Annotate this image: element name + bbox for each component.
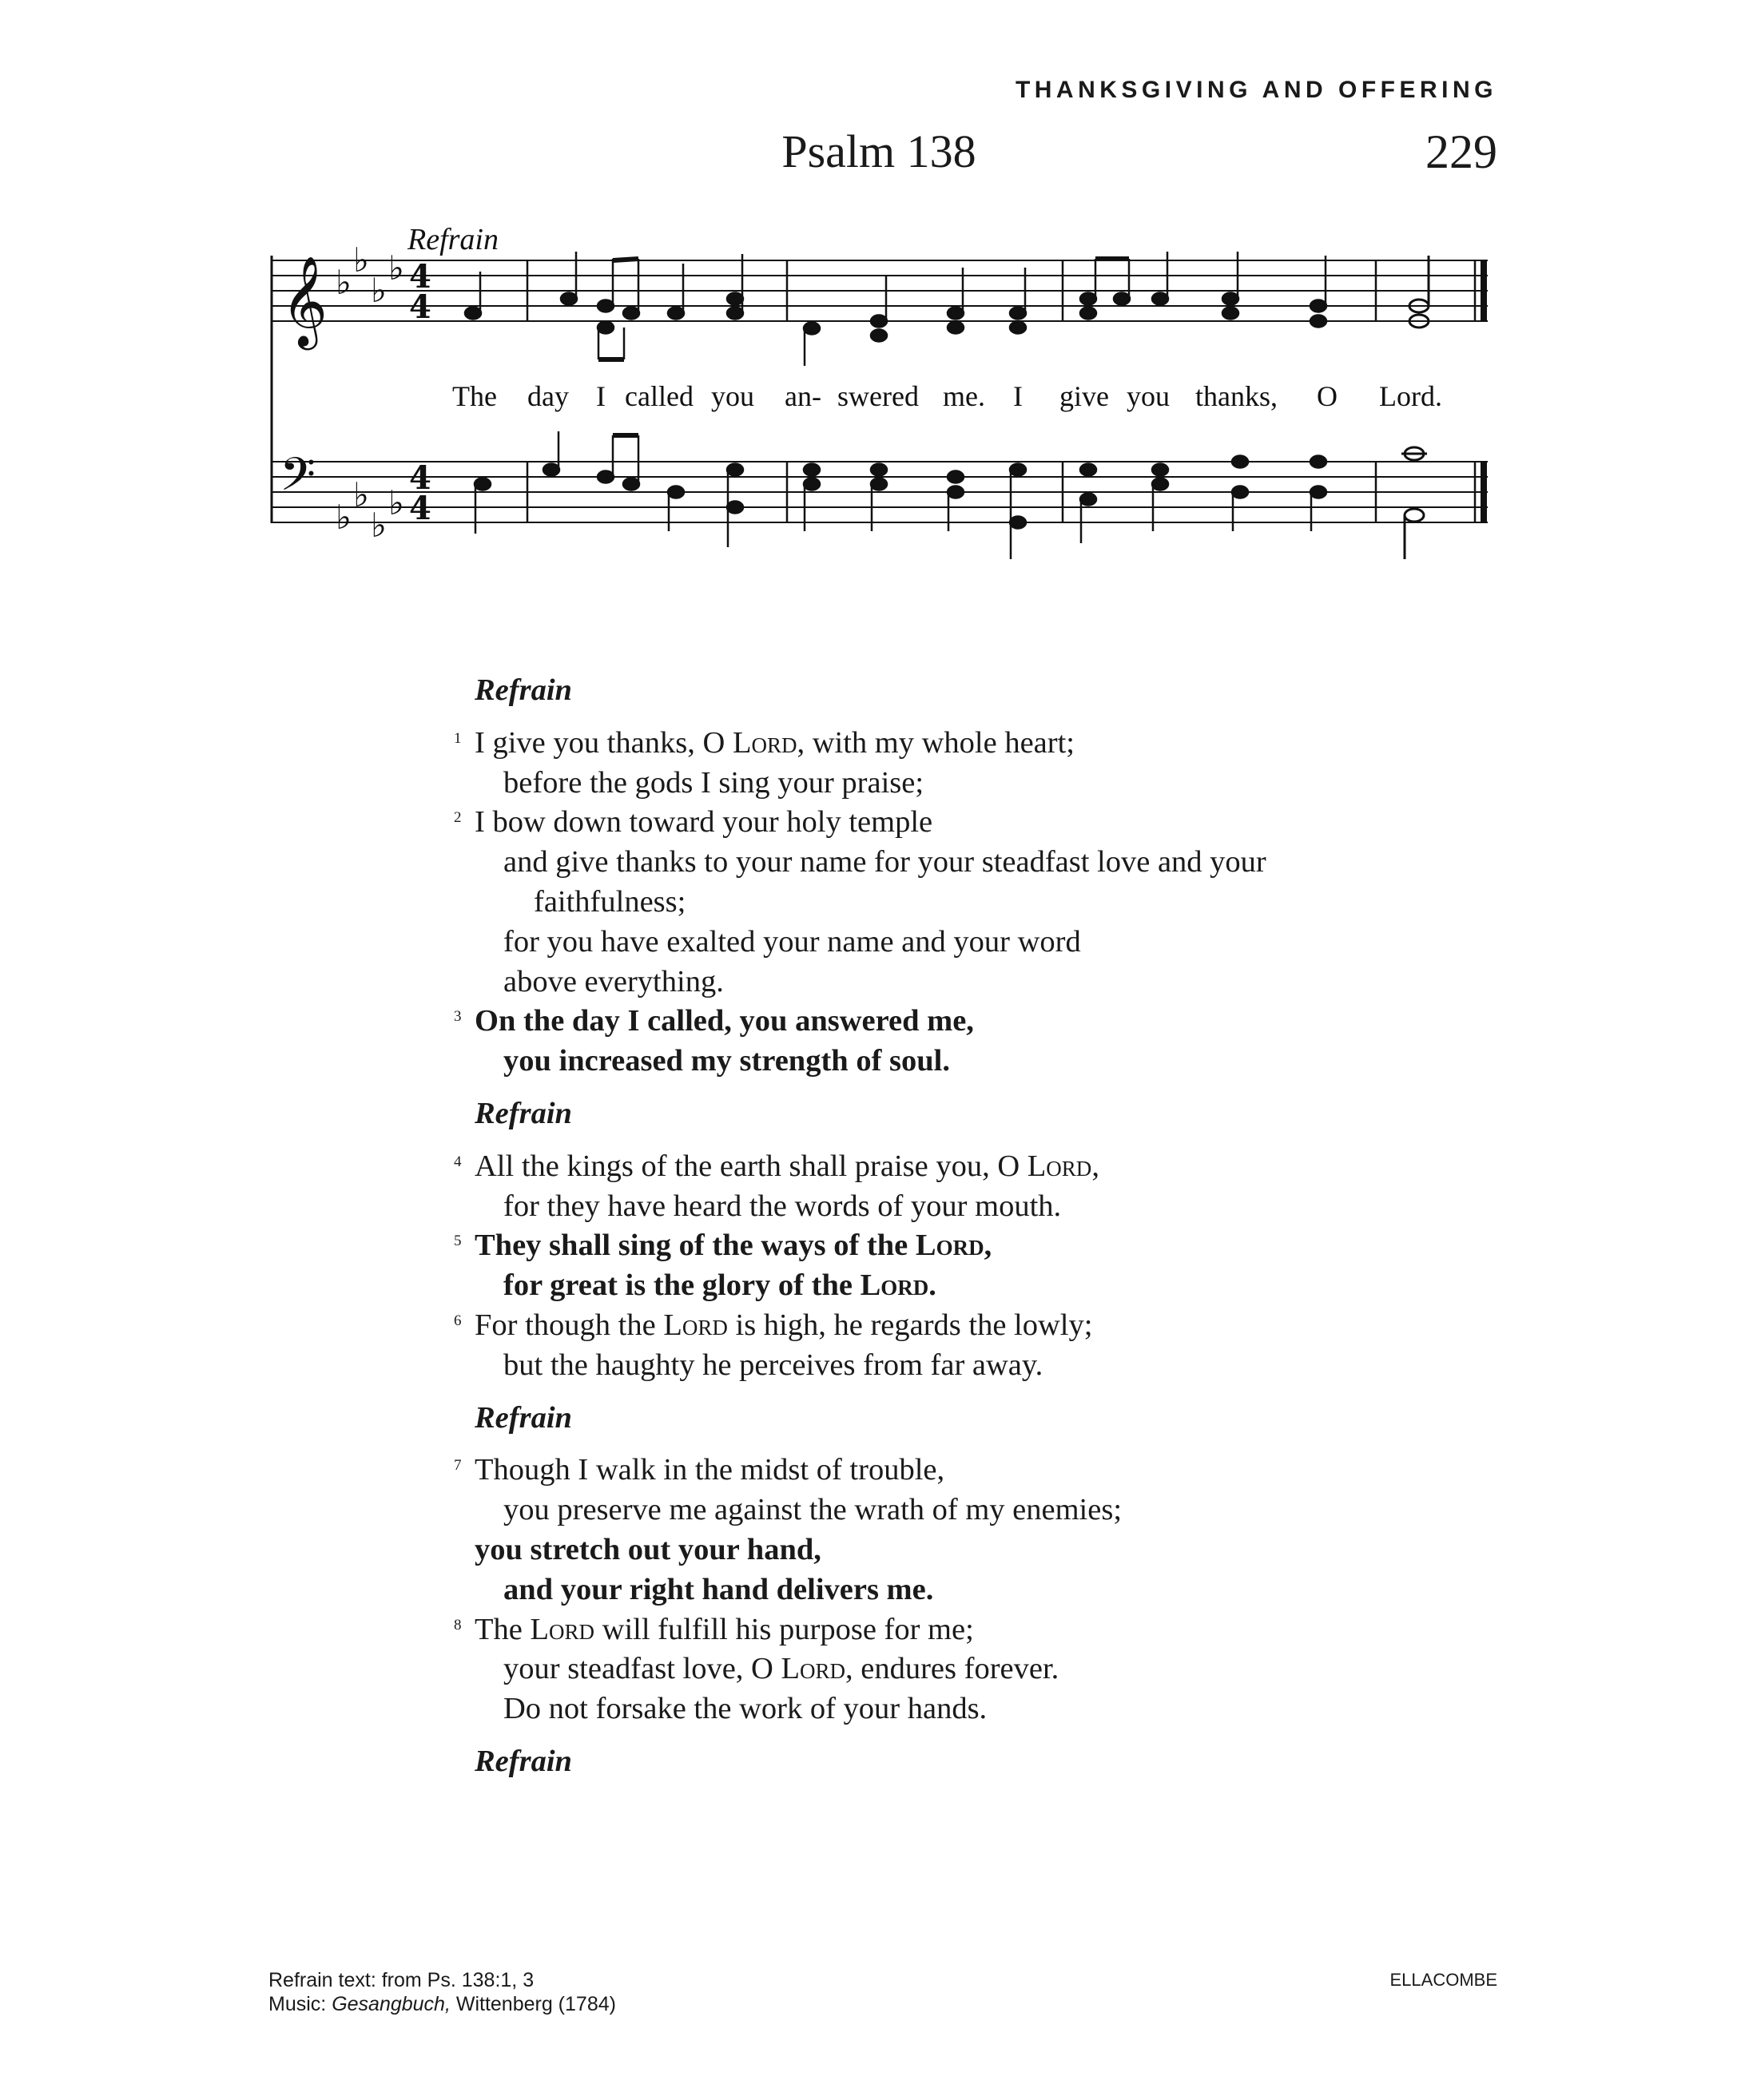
treble-clef-icon: 𝄞	[281, 256, 328, 347]
svg-text:4: 4	[409, 288, 431, 326]
verse-line: 1 I give you thanks, O Lord, with my whole heart;	[455, 724, 1266, 764]
svg-text:4: 4	[409, 490, 431, 527]
refrain-label: Refrain	[475, 1400, 572, 1435]
verse-line: for great is the glory of the Lord.	[503, 1268, 936, 1303]
refrain-label: Refrain	[475, 1096, 572, 1130]
verse-line: 6 For though the Lord is high, he regards the lowly;	[455, 1306, 1266, 1346]
treble-notes	[465, 252, 1326, 366]
score-refrain-label: Refrain	[407, 223, 499, 256]
text-credit: Refrain text: from Ps. 138:1, 3	[268, 1969, 535, 1991]
footer-credits	[268, 1968, 616, 2016]
bass-final-chord	[1401, 447, 1427, 559]
verse-line: but the haughty he perceives from far away.	[503, 1348, 1043, 1382]
lyric: give	[1059, 380, 1109, 412]
verse-line: before the gods I sing your praise;	[503, 765, 924, 800]
lyric: O	[1317, 380, 1338, 412]
svg-text:♭: ♭	[371, 506, 387, 545]
psalm-text	[455, 671, 1266, 1782]
refrain-label: Refrain	[475, 1744, 572, 1778]
section-header: THANKSGIVING AND OFFERING	[1015, 77, 1497, 103]
verse-line: 5 They shall sing of the ways of the Lord,	[455, 1226, 1266, 1266]
lyric: you	[711, 380, 754, 412]
verse-line: 8 The Lord will fulfill his purpose for me;	[455, 1610, 1266, 1650]
verse-line: 7 Though I walk in the midst of trouble,	[455, 1451, 1266, 1491]
verse-line: Do not forsake the work of your hands.	[503, 1692, 988, 1726]
verse-line: you stretch out your hand,	[475, 1532, 821, 1566]
svg-text:♭: ♭	[371, 271, 387, 310]
verse-line: you preserve me against the wrath of my enemies;	[503, 1493, 1123, 1527]
page-number: 229	[1425, 125, 1497, 178]
lyric: day	[527, 380, 569, 412]
verse-line: and give thanks to your name for your steadfast love and your	[503, 845, 1266, 879]
lyric: I	[596, 380, 606, 412]
verse-number: 7	[454, 1457, 462, 1475]
svg-text:♭: ♭	[353, 240, 369, 280]
lyric: an-	[785, 380, 821, 412]
bass-clef-icon: 𝄢	[280, 447, 316, 513]
bass-notes	[475, 431, 1326, 559]
verse-number: 5	[454, 1233, 462, 1250]
score-lyrics	[452, 380, 1442, 412]
svg-text:♭: ♭	[336, 263, 352, 302]
verse-number: 4	[454, 1153, 462, 1170]
time-signature	[409, 258, 431, 527]
svg-text:4: 4	[409, 258, 431, 296]
verse-line: above everything.	[503, 964, 724, 998]
lyric: me.	[943, 380, 985, 412]
svg-text:♭: ♭	[388, 483, 404, 522]
verse-line: 3 On the day I called, you answered me,	[455, 1002, 1266, 1042]
verse-line: faithfulness;	[534, 884, 686, 919]
lyric: thanks,	[1195, 380, 1278, 412]
verse-number: 1	[454, 729, 462, 747]
music-credit: Music: Gesangbuch, Wittenberg (1784)	[268, 1993, 616, 2015]
final-barline	[1481, 260, 1487, 522]
verse-line: for they have heard the words of your mouth.	[503, 1189, 1062, 1223]
verse-line: and your right hand delivers me.	[503, 1572, 934, 1606]
lyric: I	[1013, 380, 1023, 412]
verse-number: 6	[454, 1312, 462, 1329]
verse-line: 4 All the kings of the earth shall praise you, O Lord,	[455, 1147, 1266, 1187]
refrain-label: Refrain	[475, 673, 572, 707]
lyric: called	[625, 380, 694, 412]
tune-name: ELLACOMBE	[1389, 1970, 1497, 1990]
svg-text:♭: ♭	[336, 498, 352, 537]
key-signature-bass	[336, 475, 404, 545]
verse-line: 2 I bow down toward your holy temple	[455, 803, 1266, 843]
music-score	[0, 0, 1745, 591]
lyric: The	[452, 380, 497, 412]
treble-staff	[272, 260, 1488, 321]
verse-number: 3	[454, 1008, 462, 1026]
verse-line: for you have exalted your name and your word	[503, 924, 1081, 959]
svg-text:♭: ♭	[388, 248, 404, 288]
lyric: swered	[837, 380, 919, 412]
page-title: Psalm 138	[781, 125, 976, 177]
verse-line: you increased my strength of soul.	[503, 1044, 950, 1078]
lyric: you	[1127, 380, 1170, 412]
verse-number: 8	[454, 1616, 462, 1634]
svg-text:♭: ♭	[353, 475, 369, 514]
svg-text:4: 4	[409, 459, 431, 497]
verse-number: 2	[454, 809, 462, 827]
verse-line: your steadfast love, O Lord, endures forever.	[503, 1652, 1059, 1686]
lyric: Lord.	[1379, 380, 1442, 412]
